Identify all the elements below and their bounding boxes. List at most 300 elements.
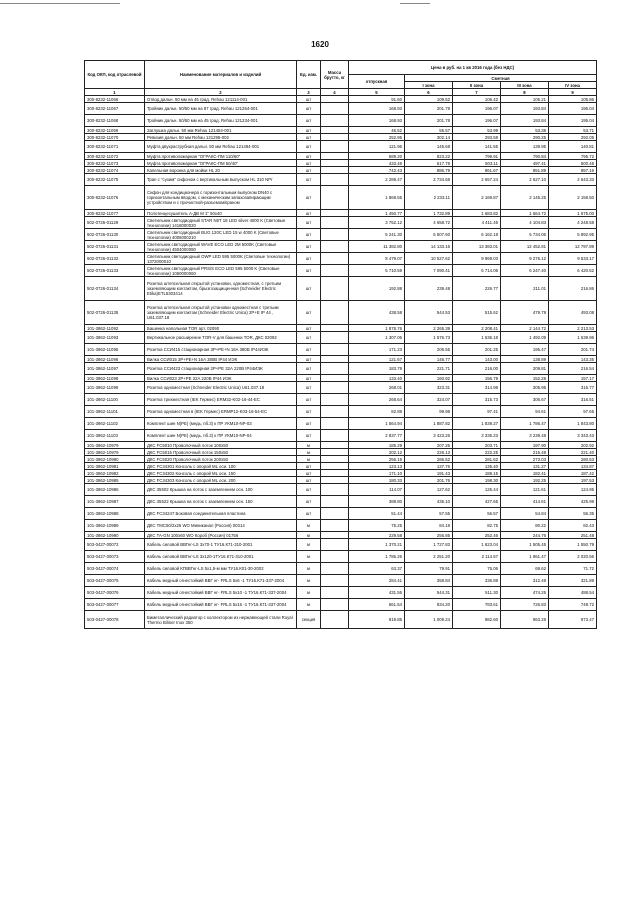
zone-2-price-cell: 203.71 bbox=[453, 442, 501, 449]
zone-2-price-cell: 1 623.04 bbox=[453, 539, 501, 551]
column-index: 7 bbox=[453, 89, 501, 96]
release-price-cell: 121.67 bbox=[349, 356, 405, 363]
table-row bbox=[85, 229, 597, 241]
zone-2-price-cell: 861.67 bbox=[453, 167, 501, 174]
zone-3-price-cell: 1 505.45 bbox=[501, 539, 549, 551]
product-name-cell: Розетка одноместная в (IEK Гермес) ERMP12-K03-16-54-EC bbox=[145, 406, 297, 418]
release-price-cell: 252.95 bbox=[349, 134, 405, 141]
price-table bbox=[84, 60, 597, 629]
mass-cell bbox=[321, 456, 349, 463]
zone-4-price-cell: 140.81 bbox=[549, 141, 597, 153]
mass-cell bbox=[321, 470, 349, 477]
release-price-cell: 171.10 bbox=[349, 470, 405, 477]
column-index-row bbox=[85, 89, 597, 96]
column-index: 4 bbox=[321, 89, 349, 96]
zone-4-price-cell: 105.86 bbox=[549, 96, 597, 103]
table-row bbox=[85, 217, 597, 229]
zone-3-price-cell: 53.38 bbox=[501, 127, 549, 134]
zone-3-price-cell: 2 627.10 bbox=[501, 174, 549, 186]
zone-3-price-cell: 474.25 bbox=[501, 587, 549, 599]
product-name-cell: Комплект шин N(PE) (медь, пб.3) к ПР УКМ10-NP-04 bbox=[145, 430, 297, 442]
unit-cell: шт bbox=[297, 325, 321, 332]
zone-2-price-cell: 97.41 bbox=[453, 406, 501, 418]
unit-cell: шт bbox=[297, 363, 321, 375]
product-code-cell: 101-3862-10979 bbox=[85, 442, 145, 449]
zone-2-price-cell: 2 208.41 bbox=[453, 325, 501, 332]
release-price-cell: 2 837.77 bbox=[349, 430, 405, 442]
unit-cell: шт bbox=[297, 375, 321, 382]
unit-cell: шт bbox=[297, 463, 321, 470]
zone-2-price-cell: 222.25 bbox=[453, 449, 501, 456]
table-row bbox=[85, 375, 597, 382]
mass-cell bbox=[321, 508, 349, 520]
zone-2-price-cell: 2 169.87 bbox=[453, 186, 501, 210]
product-name-cell: ДКС FC5010 Проволочный лоток 100х50 bbox=[145, 442, 297, 449]
unit-cell: м bbox=[297, 449, 321, 456]
zone-4-price-cell: 12 797.89 bbox=[549, 241, 597, 253]
zone-3-price-cell: 138.89 bbox=[501, 356, 549, 363]
table-row bbox=[85, 470, 597, 477]
product-code-cell: 502-0726-01135 bbox=[85, 301, 145, 325]
mass-cell bbox=[321, 253, 349, 265]
mass-cell bbox=[321, 477, 349, 484]
product-name-cell: Розетка ССИ423 стационарная 2Р+PE 32А 220В IP44ИЭК bbox=[145, 363, 297, 375]
unit-cell: м bbox=[297, 563, 321, 575]
product-code-cell: 101-3862-10988 bbox=[85, 508, 145, 520]
mass-cell bbox=[321, 551, 349, 563]
zone-2-price-cell: 503.11 bbox=[453, 160, 501, 167]
mass-cell bbox=[321, 563, 349, 575]
column-index: 2 bbox=[145, 89, 297, 96]
header-mass: Масса брутто, кг bbox=[321, 61, 349, 89]
column-index: 6 bbox=[405, 89, 453, 96]
release-price-cell: 919.85 bbox=[349, 611, 405, 629]
mass-cell bbox=[321, 115, 349, 127]
mass-cell bbox=[321, 153, 349, 160]
zone-3-price-cell: 80.22 bbox=[501, 520, 549, 532]
zone-3-price-cell: 479.79 bbox=[501, 301, 549, 325]
release-price-cell: 661.54 bbox=[349, 599, 405, 611]
product-name-cell: Светильник светодиодный PRS/S ECO LED 595 5000 K (Световые технологии) 1060000060 bbox=[145, 265, 297, 277]
zone-4-price-cell: 56.35 bbox=[549, 508, 597, 520]
zone-4-price-cell: 97.65 bbox=[549, 406, 597, 418]
release-price-cell: 229.58 bbox=[349, 532, 405, 539]
product-name-cell: Светильник светодиодный STAR N6T 18 LED silver 4000 K (Световые технологии) 1418000020 bbox=[145, 217, 297, 229]
header-zone-4: IV зона bbox=[549, 82, 597, 89]
header-estimate: Сметная bbox=[405, 75, 597, 82]
product-name-cell: Муфта двухраструбная дальн. 50 мм Rehau 121484-001 bbox=[145, 141, 297, 153]
release-price-cell: 433.48 bbox=[349, 160, 405, 167]
zone-1-price-cell: 1 576.73 bbox=[405, 332, 453, 344]
product-name-cell: Муфта противопожарная "ОГРАКС-ПМ 50/40" bbox=[145, 160, 297, 167]
table-row bbox=[85, 153, 597, 160]
product-code-cell: 503-0427-00077 bbox=[85, 599, 145, 611]
release-price-cell: 82.88 bbox=[349, 406, 405, 418]
release-price-cell: 5 710.59 bbox=[349, 265, 405, 277]
unit-cell: шт bbox=[297, 229, 321, 241]
unit-cell: м bbox=[297, 539, 321, 551]
zone-1-price-cell: 886.79 bbox=[405, 167, 453, 174]
zone-3-price-cell: 209.81 bbox=[501, 363, 549, 375]
unit-cell: шт bbox=[297, 241, 321, 253]
zone-3-price-cell: 211.01 bbox=[501, 277, 549, 301]
zone-4-price-cell: 187.42 bbox=[549, 470, 597, 477]
zone-1-price-cell: 544.31 bbox=[405, 587, 453, 599]
product-code-cell: 502-0726-01132 bbox=[85, 253, 145, 265]
zone-3-price-cell: 1 961.47 bbox=[501, 551, 549, 563]
product-name-cell: Трап с "сухим" сифоном с вертикальным выпуском HL 310 NPr bbox=[145, 174, 297, 186]
release-price-cell: 1 786.26 bbox=[349, 551, 405, 563]
product-code-cell: 503-0427-00078 bbox=[85, 611, 145, 629]
unit-cell: шт bbox=[297, 477, 321, 484]
zone-2-price-cell: 135.40 bbox=[453, 463, 501, 470]
header-zone-3: III зона bbox=[501, 82, 549, 89]
zone-1-price-cell: 302.14 bbox=[405, 134, 453, 141]
product-code-cell: 101-3862-11095 bbox=[85, 344, 145, 356]
unit-cell: шт bbox=[297, 210, 321, 217]
zone-4-price-cell: 202.92 bbox=[549, 442, 597, 449]
table-row bbox=[85, 277, 597, 301]
zone-2-price-cell: 515.62 bbox=[453, 301, 501, 325]
zone-2-price-cell: 216.00 bbox=[453, 363, 501, 375]
unit-cell: м bbox=[297, 599, 321, 611]
zone-1-price-cell: 4 658.72 bbox=[405, 217, 453, 229]
table-row bbox=[85, 174, 597, 186]
unit-cell: секция bbox=[297, 611, 321, 629]
table-row bbox=[85, 301, 597, 325]
zone-1-price-cell: 201.78 bbox=[405, 115, 453, 127]
product-name-cell: Ревизия дальн. 50 мм Rehau 121295-002 bbox=[145, 134, 297, 141]
unit-cell: шт bbox=[297, 496, 321, 508]
table-row bbox=[85, 532, 597, 539]
zone-3-price-cell: 305.95 bbox=[501, 382, 549, 394]
product-code-cell: 300-8232-11077 bbox=[85, 210, 145, 217]
zone-2-price-cell: 82.75 bbox=[453, 520, 501, 532]
zone-4-price-cell: 292.05 bbox=[549, 134, 597, 141]
zone-1-price-cell: 201.78 bbox=[405, 103, 453, 115]
zone-1-price-cell: 226.13 bbox=[405, 449, 453, 456]
table-row bbox=[85, 520, 597, 532]
table-row bbox=[85, 115, 597, 127]
unit-cell: шт bbox=[297, 508, 321, 520]
product-code-cell: 101-3862-10990 bbox=[85, 532, 145, 539]
zone-1-price-cell: 324.07 bbox=[405, 394, 453, 406]
table-header bbox=[85, 61, 597, 96]
mass-cell bbox=[321, 587, 349, 599]
zone-1-price-cell: 1 887.82 bbox=[405, 418, 453, 430]
zone-4-price-cell: 2 020.56 bbox=[549, 551, 597, 563]
zone-4-price-cell: 157.17 bbox=[549, 375, 597, 382]
zone-2-price-cell: 4 411.45 bbox=[453, 217, 501, 229]
product-code-cell: 503-0427-00075 bbox=[85, 575, 145, 587]
release-price-cell: 1 450.77 bbox=[349, 210, 405, 217]
zone-1-price-cell: 6 507.60 bbox=[405, 229, 453, 241]
product-name-cell: Биметаллический радиатор с коллектором из нержавеющей стали Royal Thermo Biliner Inox 350 bbox=[145, 611, 297, 629]
zone-4-price-cell: 201.74 bbox=[549, 344, 597, 356]
table-row bbox=[85, 210, 597, 217]
zone-3-price-cell: 182.41 bbox=[501, 470, 549, 477]
product-name-cell: Кабель силовой ВВГнг-LS 3х120-1ТУ16.К71-310-2001 bbox=[145, 551, 297, 563]
table-row bbox=[85, 103, 597, 115]
zone-1-price-cell: 14 133.16 bbox=[405, 241, 453, 253]
product-code-cell: 300-8232-11070 bbox=[85, 134, 145, 141]
zone-4-price-cell: 251.48 bbox=[549, 532, 597, 539]
zone-2-price-cell: 125.44 bbox=[453, 484, 501, 496]
release-price-cell: 1 370.21 bbox=[349, 539, 405, 551]
release-price-cell: 5 241.30 bbox=[349, 229, 405, 241]
mass-cell bbox=[321, 160, 349, 167]
zone-3-price-cell: 197.90 bbox=[501, 442, 549, 449]
release-price-cell: 183.79 bbox=[349, 363, 405, 375]
mass-cell bbox=[321, 301, 349, 325]
product-code-cell: 101-3862-10987 bbox=[85, 496, 145, 508]
mass-cell bbox=[321, 167, 349, 174]
table-row bbox=[85, 599, 597, 611]
zone-1-price-cell: 834.20 bbox=[405, 599, 453, 611]
zone-3-price-cell: 139.95 bbox=[501, 141, 549, 153]
unit-cell: м bbox=[297, 442, 321, 449]
zone-3-price-cell: 2 145.25 bbox=[501, 186, 549, 210]
zone-1-price-cell: 517.78 bbox=[405, 160, 453, 167]
unit-cell: шт bbox=[297, 406, 321, 418]
product-code-cell: 101-3862-11101 bbox=[85, 406, 145, 418]
release-price-cell: 1 878.76 bbox=[349, 325, 405, 332]
product-name-cell: Кабель силовой КГВВГнг-LS 5х1,5-м мм ТУ16.К01-30-2002 bbox=[145, 563, 297, 575]
unit-cell: шт bbox=[297, 103, 321, 115]
zone-4-price-cell: 216.86 bbox=[549, 277, 597, 301]
table-body bbox=[85, 96, 597, 629]
zone-1-price-cell: 2 265.39 bbox=[405, 325, 453, 332]
unit-cell: м bbox=[297, 520, 321, 532]
zone-1-price-cell: 2 233.11 bbox=[405, 186, 453, 210]
product-name-cell: ДКС 35502 Крышка на лоток с заземлением осн. 100 bbox=[145, 484, 297, 496]
table-row bbox=[85, 508, 597, 520]
table-row bbox=[85, 456, 597, 463]
unit-cell: шт bbox=[297, 382, 321, 394]
zone-4-price-cell: 4 248.58 bbox=[549, 217, 597, 229]
mass-cell bbox=[321, 406, 349, 418]
zone-2-price-cell: 427.65 bbox=[453, 496, 501, 508]
zone-1-price-cell: 435.10 bbox=[405, 496, 453, 508]
mass-cell bbox=[321, 265, 349, 277]
product-name-cell: Розетка трехместная (IEK Гермес) ERM32-K02-16-44-EC bbox=[145, 394, 297, 406]
unit-cell: шт bbox=[297, 430, 321, 442]
table-row bbox=[85, 265, 597, 277]
zone-4-price-cell: 748.72 bbox=[549, 599, 597, 611]
release-price-cell: 51.44 bbox=[349, 508, 405, 520]
product-name-cell: Кабель силовой ВВГнг-LS 3х70-1 ТУ16.К71-310-2001 bbox=[145, 539, 297, 551]
table-row bbox=[85, 167, 597, 174]
table-row bbox=[85, 587, 597, 599]
zone-1-price-cell: 286.52 bbox=[405, 456, 453, 463]
release-price-cell: 202.12 bbox=[349, 449, 405, 456]
product-code-cell: 101-3862-11102 bbox=[85, 418, 145, 430]
release-price-cell: 256.19 bbox=[349, 456, 405, 463]
unit-cell: м bbox=[297, 587, 321, 599]
mass-cell bbox=[321, 103, 349, 115]
zone-2-price-cell: 53.99 bbox=[453, 127, 501, 134]
zone-4-price-cell: 53.71 bbox=[549, 127, 597, 134]
zone-2-price-cell: 2 114.67 bbox=[453, 551, 501, 563]
unit-cell: шт bbox=[297, 217, 321, 229]
zone-4-price-cell: 1 675.00 bbox=[549, 210, 597, 217]
zone-3-price-cell: 195.47 bbox=[501, 344, 549, 356]
release-price-cell: 3 752.12 bbox=[349, 217, 405, 229]
table-row bbox=[85, 160, 597, 167]
product-name-cell: ДКС FC5020 Проволочный лоток 200х50 bbox=[145, 456, 297, 463]
release-price-cell: 2 289.47 bbox=[349, 174, 405, 186]
product-name-cell: Тройник дальн. 50/50 мм на 45 град. Rehau 121234-001 bbox=[145, 115, 297, 127]
product-code-cell: 300-8232-11074 bbox=[85, 167, 145, 174]
zone-3-price-cell: 273.03 bbox=[501, 456, 549, 463]
unit-cell: шт bbox=[297, 344, 321, 356]
product-code-cell: 502-0726-01131 bbox=[85, 241, 145, 253]
release-price-cell: 75.25 bbox=[349, 520, 405, 532]
column-index: 3 bbox=[297, 89, 321, 96]
zone-3-price-cell: 9 276.12 bbox=[501, 253, 549, 265]
release-price-cell: 121.96 bbox=[349, 141, 405, 153]
mass-cell bbox=[321, 430, 349, 442]
zone-1-price-cell: 145.68 bbox=[405, 141, 453, 153]
zone-2-price-cell: 799.91 bbox=[453, 153, 501, 160]
table-row bbox=[85, 449, 597, 456]
zone-1-price-cell: 206.55 bbox=[405, 344, 453, 356]
zone-3-price-cell: 963.28 bbox=[501, 611, 549, 629]
zone-4-price-cell: 315.77 bbox=[549, 382, 597, 394]
zone-3-price-cell: 312.48 bbox=[501, 575, 549, 587]
mass-cell bbox=[321, 418, 349, 430]
product-code-cell: 503-0427-00076 bbox=[85, 587, 145, 599]
zone-1-price-cell: 323.31 bbox=[405, 382, 453, 394]
product-name-cell: ДКС FC34247 Боковая соединительная пластина bbox=[145, 508, 297, 520]
mass-cell bbox=[321, 442, 349, 449]
zone-2-price-cell: 1 536.18 bbox=[453, 332, 501, 344]
zone-1-price-cell: 201.76 bbox=[405, 477, 453, 484]
zone-4-price-cell: 124.95 bbox=[549, 484, 597, 496]
zone-1-price-cell: 109.52 bbox=[405, 96, 453, 103]
product-name-cell: Тройник дальн. 50/50 мм на 87 град. Rehau 121254-001 bbox=[145, 103, 297, 115]
product-code-cell: 101-3862-10982 bbox=[85, 470, 145, 477]
zone-3-price-cell: 726.83 bbox=[501, 599, 549, 611]
zone-3-price-cell: 193.84 bbox=[501, 115, 549, 127]
product-code-cell: 101-3862-10980 bbox=[85, 456, 145, 463]
zone-2-price-cell: 226.77 bbox=[453, 277, 501, 301]
release-price-cell: 1 307.06 bbox=[349, 332, 405, 344]
zone-1-price-cell: 10 527.62 bbox=[405, 253, 453, 265]
product-name-cell: ДКС TA-GN 100х60 WO Короб (Россия) 01756 bbox=[145, 532, 297, 539]
table-row bbox=[85, 442, 597, 449]
release-price-cell: 8 479.07 bbox=[349, 253, 405, 265]
mass-cell bbox=[321, 449, 349, 456]
table-row bbox=[85, 394, 597, 406]
mass-cell bbox=[321, 325, 349, 332]
header-zone-2: II зона bbox=[453, 82, 501, 89]
zone-4-price-cell: 316.51 bbox=[549, 394, 597, 406]
product-code-cell: 101-3862-11092 bbox=[85, 325, 145, 332]
product-code-cell: 300-8232-11068 bbox=[85, 115, 145, 127]
mass-cell bbox=[321, 520, 349, 532]
product-code-cell: 101-3862-11097 bbox=[85, 363, 145, 375]
header-zone-1: I зона bbox=[405, 82, 453, 89]
unit-cell: шт bbox=[297, 418, 321, 430]
unit-cell: шт bbox=[297, 470, 321, 477]
zone-2-price-cell: 783.61 bbox=[453, 599, 501, 611]
product-name-cell: Муфта противопожарная "ОГРАКС-ПМ 110/60" bbox=[145, 153, 297, 160]
zone-3-price-cell: 1 664.72 bbox=[501, 210, 549, 217]
zone-3-price-cell: 2 144.72 bbox=[501, 325, 549, 332]
zone-4-price-cell: 2 158.50 bbox=[549, 186, 597, 210]
table-row bbox=[85, 430, 597, 442]
product-code-cell: 101-3862-10989 bbox=[85, 520, 145, 532]
table-row bbox=[85, 418, 597, 430]
column-index: 8 bbox=[501, 89, 549, 96]
zone-1-price-cell: 99.98 bbox=[405, 406, 453, 418]
mass-cell bbox=[321, 217, 349, 229]
release-price-cell: 168.93 bbox=[349, 103, 405, 115]
zone-4-price-cell: 321.89 bbox=[549, 575, 597, 587]
zone-1-price-cell: 358.84 bbox=[405, 575, 453, 587]
zone-3-price-cell: 414.61 bbox=[501, 496, 549, 508]
product-name-cell: ДКС FC34302 Консоль с опорой МL оси. 150 bbox=[145, 470, 297, 477]
zone-4-price-cell: 197.53 bbox=[549, 477, 597, 484]
zone-4-price-cell: 5 892.95 bbox=[549, 229, 597, 241]
unit-cell: шт bbox=[297, 265, 321, 277]
unit-cell: шт bbox=[297, 484, 321, 496]
table-row bbox=[85, 575, 597, 587]
unit-cell: шт bbox=[297, 356, 321, 363]
unit-cell: шт bbox=[297, 134, 321, 141]
zone-2-price-cell: 9 969.03 bbox=[453, 253, 501, 265]
table-row bbox=[85, 186, 597, 210]
zone-3-price-cell: 306.67 bbox=[501, 394, 549, 406]
table-row bbox=[85, 477, 597, 484]
table-row bbox=[85, 406, 597, 418]
release-price-cell: 11 382.80 bbox=[349, 241, 405, 253]
unit-cell: шт bbox=[297, 153, 321, 160]
zone-3-price-cell: 1 492.09 bbox=[501, 332, 549, 344]
product-code-cell: 300-8232-11073 bbox=[85, 160, 145, 167]
release-price-cell: 192.88 bbox=[349, 277, 405, 301]
product-name-cell: Розетка ССИ415 стационарная 3Р+PE+N 16А 380В IP44ИЭК bbox=[145, 344, 297, 356]
zone-4-price-cell: 500.48 bbox=[549, 160, 597, 167]
zone-2-price-cell: 252.46 bbox=[453, 532, 501, 539]
page-number: 1620 bbox=[311, 40, 329, 49]
release-price-cell: 689.20 bbox=[349, 153, 405, 160]
zone-3-price-cell: 790.84 bbox=[501, 153, 549, 160]
mass-cell bbox=[321, 332, 349, 344]
mass-cell bbox=[321, 484, 349, 496]
mass-cell bbox=[321, 575, 349, 587]
zone-1-price-cell: 7 090.41 bbox=[405, 265, 453, 277]
zone-4-price-cell: 1 843.80 bbox=[549, 418, 597, 430]
table-row bbox=[85, 496, 597, 508]
product-name-cell: Кабель медный огнестойкий ВВГ нг- FRLS 5х6 -1 ТУ16.К71-337-2004 bbox=[145, 575, 297, 587]
product-code-cell: 101-3862-10981 bbox=[85, 463, 145, 470]
product-code-cell: 101-3862-10979 bbox=[85, 449, 145, 456]
zone-1-price-cell: 239.48 bbox=[405, 277, 453, 301]
column-index: 5 bbox=[349, 89, 405, 96]
product-name-cell: Розетка штепсельная открытой установки, одноместная, с третьим заземляющим контактом, брызгозащищенная (Schneider Electric Etika)ETL5303414 bbox=[145, 277, 297, 301]
zone-2-price-cell: 196.07 bbox=[453, 103, 501, 115]
product-code-cell: 300-8232-11069 bbox=[85, 127, 145, 134]
zone-3-price-cell: 94.61 bbox=[501, 406, 549, 418]
zone-1-price-cell: 2 734.68 bbox=[405, 174, 453, 186]
table-row bbox=[85, 484, 597, 496]
release-price-cell: 1 868.55 bbox=[349, 186, 405, 210]
mass-cell bbox=[321, 186, 349, 210]
zone-3-price-cell: 6 247.40 bbox=[501, 265, 549, 277]
zone-4-price-cell: 280.53 bbox=[549, 456, 597, 463]
